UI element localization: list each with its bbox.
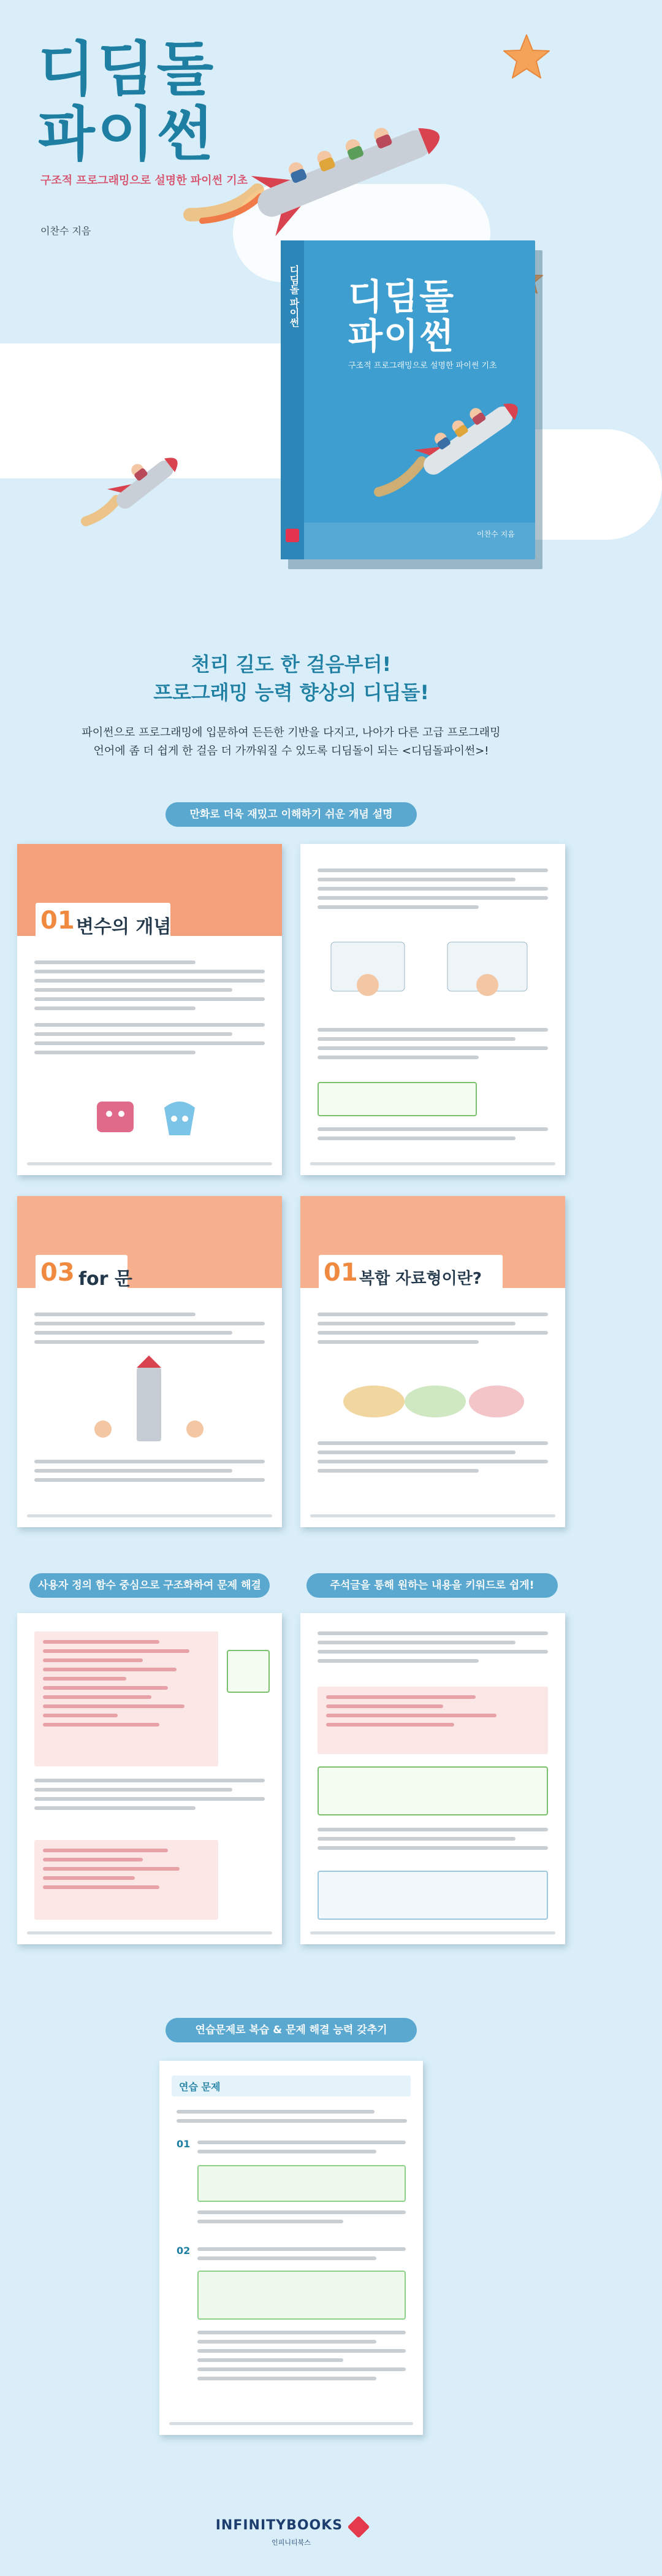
exercise-title: 연습 문제 [179,2081,221,2093]
tip-box [318,1871,548,1920]
body-text [318,1828,548,1855]
chapter-number: 01 [324,1259,358,1287]
sample-page-exercise [159,2061,423,2435]
hero-subtitle: 구조적 프로그래밍으로 설명한 파이썬 기초 [40,174,248,187]
question-number: 02 [177,2245,191,2256]
hero-banner [0,0,582,539]
code-listing [318,1687,548,1754]
question-text [197,2247,406,2266]
answer-box [197,2165,406,2202]
star-icon [503,34,550,79]
publisher-logo [0,2518,582,2547]
chapter-number: 03 [40,1259,75,1287]
section-label-comments: 주석글을 통해 원하는 내용을 키워드로 쉽게! [306,1573,558,1598]
chapter-title: 복합 자료형이란? [359,1270,482,1288]
body-text [318,1313,548,1349]
question-number: 01 [177,2138,191,2150]
book-subtitle: 구조적 프로그래밍으로 설명한 파이썬 기초 [348,361,497,370]
keyword-box [318,1766,548,1815]
body-text [34,1313,265,1349]
hero-author: 이찬수 지음 [40,225,91,237]
body-text [34,1460,265,1487]
section-label-cartoon: 만화로 더욱 재밌고 이해하기 쉬운 개념 설명 [166,802,417,827]
body-text [177,2110,407,2128]
cartoon-illustration [325,936,539,1010]
body-text [318,1028,548,1065]
cartoon-illustration [337,1368,527,1429]
book-author: 이찬수 지음 [477,530,515,539]
sample-page-variable-2 [300,844,565,1175]
sample-page-variable [17,844,282,1175]
sample-page-comments [300,1613,565,1944]
code-listing [34,1631,218,1766]
intro-headline: 천리 길도 한 걸음부터! 프로그래밍 능력 향상의 디딤돌! [153,653,429,704]
question-text [197,2141,406,2159]
sample-page-for [17,1196,282,1527]
answer-box [197,2271,406,2320]
publisher-name: INFINITYBOOKS [215,2518,343,2533]
publisher-name-korean: 인피니티북스 [272,2538,311,2547]
body-text [318,1631,548,1668]
rocket-illustration [184,92,466,239]
question-text [197,2210,406,2229]
cartoon-illustration [85,1083,213,1144]
body-text [318,868,548,914]
publisher-logo-icon [348,2515,370,2538]
cartoon-illustration [78,1362,219,1447]
chapter-title: 변수의 개념 [76,916,172,938]
book-cover [281,240,535,559]
sample-page-complex [300,1196,565,1527]
book-stripe [304,523,535,559]
question-text [197,2331,406,2386]
code-listing [34,1840,218,1920]
chapter-number: 01 [40,907,75,935]
body-text [34,1779,265,1815]
chapter-title: for 문 [78,1268,132,1290]
note-box [227,1650,270,1693]
book-spine-title: 디딤돌 파이썬 [288,265,300,328]
sample-page-function [17,1613,282,1944]
body-text [318,1441,548,1478]
body-text [34,960,265,1060]
rocket-illustration [373,381,526,504]
publisher-logo [286,529,299,542]
section-label-functions: 사용자 정의 함수 중심으로 구조화하여 문제 해결 [29,1573,270,1598]
intro-body: 파이썬으로 프로그래밍에 입문하여 든든한 기반을 다지고, 나아가 다른 고급 프로그래밍 언어에 좀 더 쉽게 한 걸음 더 가까워질 수 있도록 디딤돌이 되는 <디딤돌파이썬>! [82,726,501,757]
section-label-exercises: 연습문제로 복습 & 문제 해결 능력 갖추기 [166,2018,417,2042]
rocket-illustration [80,442,190,527]
book-spine [281,240,304,559]
intro-section [0,650,582,761]
note-box [318,1082,477,1116]
book-title: 디딤돌 파이썬 [348,276,455,357]
hero-title: 디딤돌 파이썬 [38,35,216,169]
body-text [318,1127,548,1146]
